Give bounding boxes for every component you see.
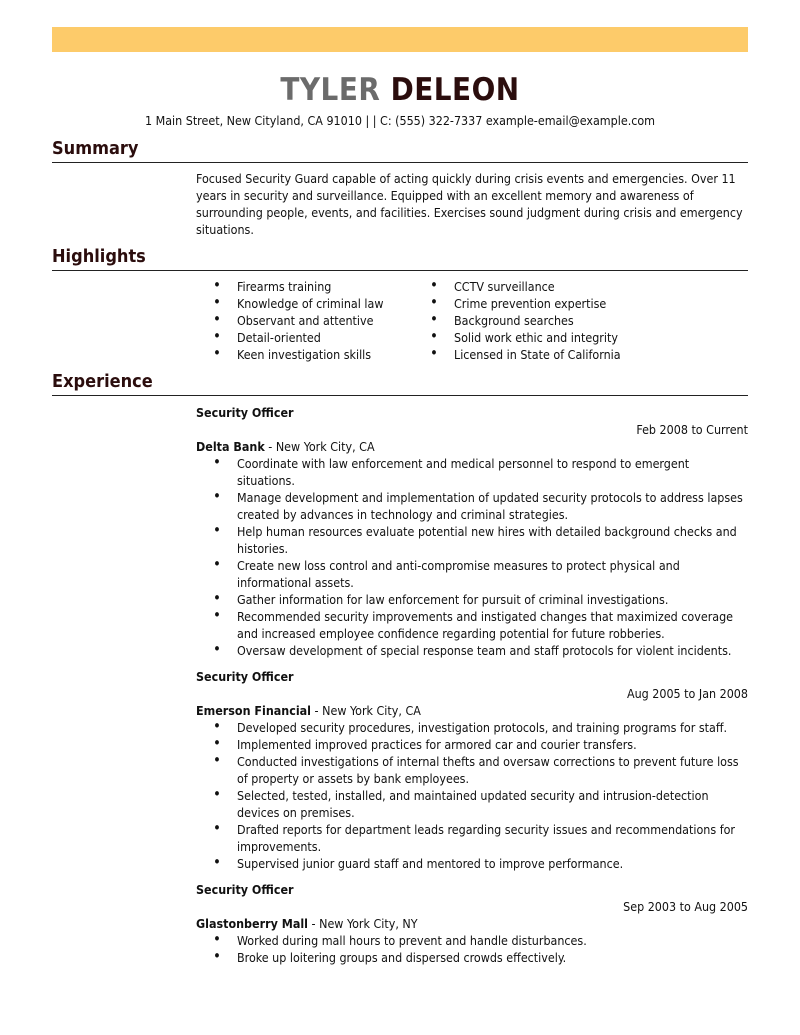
job-bullet: • Help human resources evaluate potential new hires with detailed background checks and histories. — [196, 523, 748, 557]
job-bullet: • Coordinate with law enforcement and medical personnel to respond to emergent situations. — [196, 455, 748, 489]
job-bullets — [196, 932, 748, 966]
highlights-section — [52, 246, 748, 363]
job-entry — [196, 881, 748, 966]
header-accent-bar — [52, 27, 748, 52]
job-bullet: • Worked during mall hours to prevent and handle disturbances. — [196, 932, 748, 949]
highlight-item: • CCTV surveillance — [413, 278, 630, 295]
company-line — [196, 702, 748, 719]
highlight-item: • Keen investigation skills — [196, 346, 413, 363]
company-line — [196, 915, 748, 932]
job-bullets — [196, 719, 748, 872]
highlight-item: • Observant and attentive — [196, 312, 413, 329]
section-heading: Highlights — [52, 246, 748, 271]
company-name: Delta Bank — [196, 439, 265, 454]
company-name: Emerson Financial — [196, 703, 312, 718]
highlight-item: • Solid work ethic and integrity — [413, 329, 630, 346]
section-heading: Experience — [52, 371, 748, 396]
job-entry — [196, 404, 748, 659]
job-entry — [196, 668, 748, 872]
highlight-item: • Background searches — [413, 312, 630, 329]
highlight-item: • Firearms training — [196, 278, 413, 295]
job-bullet: • Developed security procedures, investigation protocols, and training programs for staff. — [196, 719, 748, 736]
highlight-item: • Crime prevention expertise — [413, 295, 630, 312]
highlight-item: • Detail-oriented — [196, 329, 413, 346]
highlight-item: • Licensed in State of California — [413, 346, 630, 363]
job-bullet: • Create new loss control and anti-compromise measures to protect physical and informational assets. — [196, 557, 748, 591]
job-bullets — [196, 455, 748, 659]
experience-section — [52, 371, 748, 966]
section-heading: Summary — [52, 138, 748, 163]
company-location: - New York City, CA — [264, 439, 375, 454]
job-bullet: • Broke up loitering groups and dispersed crowds effectively. — [196, 949, 748, 966]
job-bullet: • Conducted investigations of internal thefts and oversaw corrections to prevent future loss of property or assets by bank employees. — [196, 753, 748, 787]
company-location: - New York City, CA — [311, 703, 421, 718]
job-bullet: • Selected, tested, installed, and maintained updated security and intrusion-detection devices on premises. — [196, 787, 748, 821]
job-title: Security Officer — [196, 882, 294, 897]
job-bullet: • Supervised junior guard staff and mentored to improve performance. — [196, 855, 748, 872]
company-line — [196, 438, 748, 455]
job-bullet: • Drafted reports for department leads regarding security issues and recommendations for improvements. — [196, 821, 748, 855]
job-title: Security Officer — [196, 669, 294, 684]
job-dates: Sep 2003 to Aug 2005 — [623, 899, 748, 914]
job-title: Security Officer — [196, 405, 294, 420]
job-bullet: • Implemented improved practices for armored car and courier transfers. — [196, 736, 748, 753]
highlights-column — [413, 278, 630, 363]
company-location: - New York City, NY — [308, 916, 418, 931]
job-dates: Feb 2008 to Current — [636, 422, 748, 437]
job-dates: Aug 2005 to Jan 2008 — [626, 686, 748, 701]
highlight-item: • Knowledge of criminal law — [196, 295, 413, 312]
job-bullet: • Manage development and implementation of updated security protocols to address lapses created by advances in technology and criminal strategies. — [196, 489, 748, 523]
company-name: Glastonberry Mall — [196, 916, 308, 931]
candidate-name: TYLER DELEON — [280, 72, 520, 108]
summary-text: Focused Security Guard capable of acting quickly during crisis events and emergencies. Over 11 years in security and surveillance. Equipped with an excellent memory and awareness of surrounding people, events, and facilities. Exercises sound judgment during crisis and emergency situations. — [196, 171, 743, 237]
highlights-column — [196, 278, 413, 363]
job-bullet: • Recommended security improvements and instigated changes that maximized coverage and increased employee confidence regarding potential for future robberies. — [196, 608, 748, 642]
summary-section — [52, 138, 748, 238]
contact-info: 1 Main Street, New Cityland, CA 91010 | | C: (555) 322-7337 example-email@example.com — [144, 113, 656, 128]
job-bullet: • Gather information for law enforcement for pursuit of criminal investigations. — [196, 591, 748, 608]
job-bullet: • Oversaw development of special response team and staff protocols for violent incidents. — [196, 642, 748, 659]
